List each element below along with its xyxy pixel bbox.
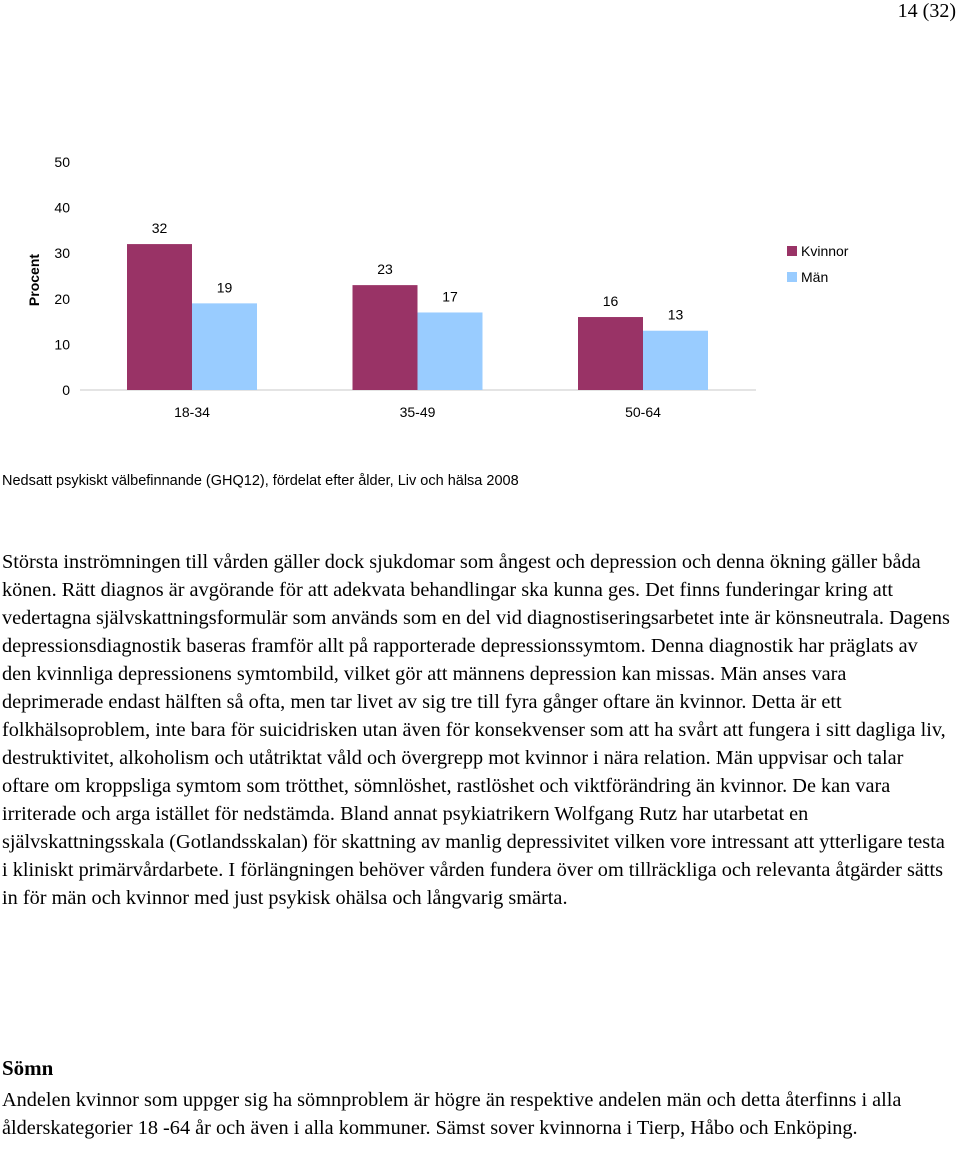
y-tick-label: 20 xyxy=(54,290,70,307)
y-tick-label: 50 xyxy=(54,154,70,170)
x-axis-tick-labels xyxy=(174,404,661,420)
y-axis xyxy=(54,154,70,398)
bars xyxy=(127,220,708,390)
bar xyxy=(192,303,257,390)
y-tick-label: 30 xyxy=(54,245,70,262)
bar-data-label: 17 xyxy=(442,288,458,305)
bar-data-label: 13 xyxy=(667,306,684,323)
bar xyxy=(127,244,192,390)
legend-label: Kvinnor xyxy=(801,243,849,259)
section-paragraph: Andelen kvinnor som uppger sig ha sömnproblem är högre än respektive andelen män och detta återfinns i alla ålderskategorier 18 -64 år och även i alla kommuner. Sämst sover kvinnorna i Tierp, Håbo och Enköping. xyxy=(2,1089,902,1139)
legend-label: Män xyxy=(801,269,829,285)
bar xyxy=(578,317,643,390)
bar xyxy=(643,331,708,390)
x-tick-label: 35-49 xyxy=(399,404,436,420)
x-tick-label: 18-34 xyxy=(174,404,210,420)
bar xyxy=(353,285,418,390)
bar-data-label: 32 xyxy=(151,220,168,237)
bar-data-label: 16 xyxy=(602,293,619,310)
bar-chart xyxy=(0,140,960,440)
y-tick-label: 0 xyxy=(62,382,70,398)
bar xyxy=(418,312,483,390)
y-tick-label: 10 xyxy=(54,336,70,353)
y-axis-label: Procent xyxy=(26,253,42,307)
legend-swatch xyxy=(787,246,797,256)
section-heading: Sömn xyxy=(2,1056,54,1080)
bar-data-label: 19 xyxy=(216,279,233,296)
legend xyxy=(787,243,849,285)
legend-swatch xyxy=(787,272,797,282)
x-tick-label: 50-64 xyxy=(625,404,661,420)
bar-data-label: 23 xyxy=(377,261,393,278)
figure-caption: Nedsatt psykiskt välbefinnande (GHQ12), fördelat efter ålder, Liv och hälsa 2008 xyxy=(2,473,519,489)
page-number: 14 (32) xyxy=(897,0,956,22)
body-paragraph: Största inströmningen till vården gäller dock sjukdomar som ångest och depression och denna ökning gäller båda könen. Rätt diagnos är avgörande för att adekvata behandlingar ska kunna ges. Det finns funderingar kring att vedertagna självskattningsformulär som används som en del vid diagnostiseringsarbetet inte är könsneutrala. Dagens depressionsdiagnostik baseras framför allt på rapporterade depressionssymtom. Denna diagnostik har präglats av den kvinnliga depressionens symtombild, vilket gör att männens depression kan missas. Män anses vara deprimerade endast hälften så ofta, men tar livet av sig tre till fyra gånger oftare än kvinnor. Detta är ett folkhälsoproblem, inte bara för suicidrisken utan även för konsekvenser som att ha svårt att fungera i sitt dagliga liv, destruktivitet, alkoholism och utåtriktat våld och övergrepp mot kvinnor i nära relation. Män uppvisar och talar oftare om kroppsliga symtom som trötthet, sömnlöshet, rastlöshet och viktförändring än kvinnor. De kan vara irriterade och arga istället för nedstämda. Bland annat psykiatrikern Wolfgang Rutz har utarbetat en självskattningsskala (Gotlandsskalan) för skattning av manlig depressivitet vilken vore intressant att ytterligare testa i kliniskt primärvårdarbete. I förlängningen behöver vården fundera över om tillräckliga och relevanta åtgärder sätts in för män och kvinnor med just psykisk ohälsa och långvarig smärta. xyxy=(2,551,950,909)
y-tick-label: 40 xyxy=(54,199,70,216)
